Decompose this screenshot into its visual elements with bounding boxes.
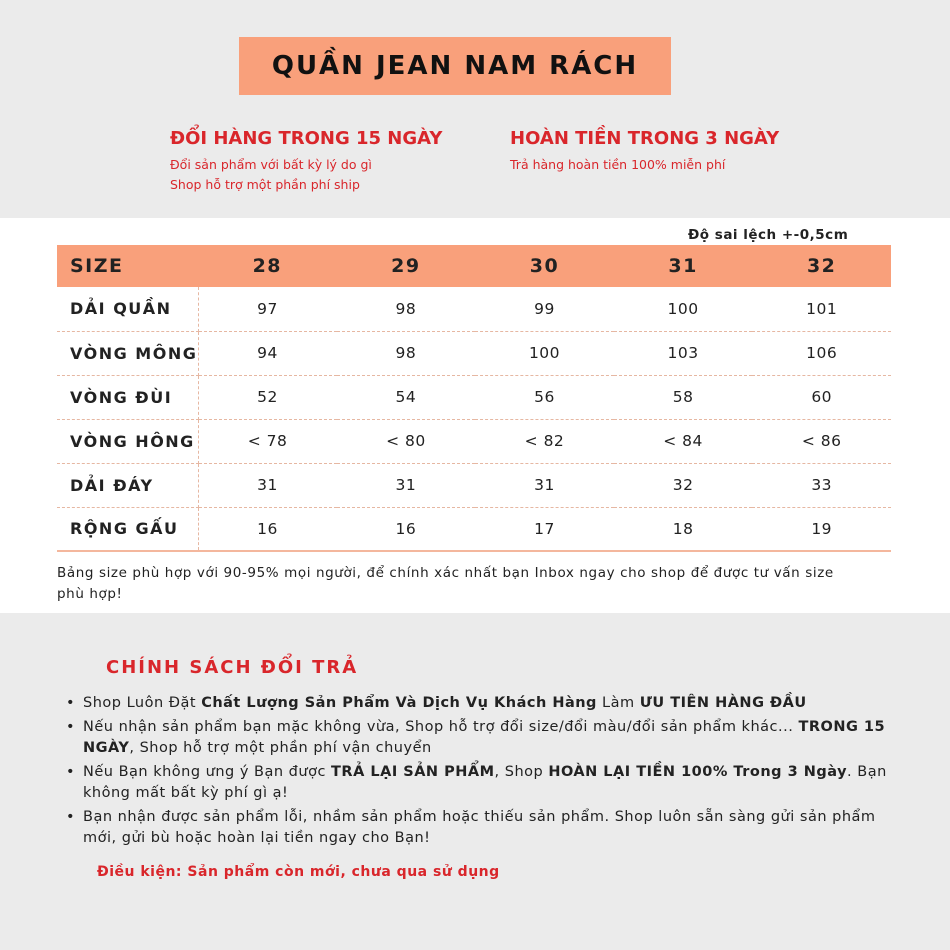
table-cell: 16 [198, 507, 337, 551]
table-cell: < 86 [752, 419, 891, 463]
table-cell: < 84 [614, 419, 753, 463]
table-cell: 106 [752, 331, 891, 375]
table-row [57, 463, 891, 507]
table-cell: 31 [475, 463, 614, 507]
size-table [57, 245, 891, 552]
policy-emphasis: HOÀN LẠI TIỀN 100% Trong 3 Ngày [548, 763, 848, 780]
list-item [62, 717, 912, 760]
table-cell: 94 [198, 331, 337, 375]
table-header-cell: 32 [752, 245, 891, 287]
list-item [62, 693, 912, 715]
table-cell: 31 [198, 463, 337, 507]
policy-emphasis: ƯU TIÊN HÀNG ĐẦU [639, 695, 807, 711]
header-section [0, 0, 950, 218]
exchange-promo-heading: ĐỔI HÀNG TRONG 15 NGÀY [170, 128, 443, 149]
table-cell: 54 [337, 375, 476, 419]
table-cell: 16 [337, 507, 476, 551]
bullet-icon: • [66, 808, 76, 825]
table-header-cell: 29 [337, 245, 476, 287]
row-label: RỘNG GẤU [57, 507, 198, 551]
table-row [57, 331, 891, 375]
table-cell: 98 [337, 287, 476, 331]
row-label: VÒNG HÔNG [57, 419, 198, 463]
exchange-promo [170, 128, 442, 192]
table-row [57, 419, 891, 463]
policy-text: Nếu nhận sản phẩm bạn mặc không vừa, Shop hỗ trợ đổi size/đổi màu/đổi sản phẩm khác... [83, 718, 799, 735]
policy-text: . Bạn không mất bất kỳ phí gì ạ! [83, 763, 887, 801]
table-cell: 100 [614, 287, 753, 331]
table-cell: 97 [198, 287, 337, 331]
table-cell: 31 [337, 463, 476, 507]
size-fit-note: Bảng size phù hợp với 90-95% mọi người, để chính xác nhất bạn Inbox ngay cho shop để được tư vấn size phù hợp! [57, 565, 834, 602]
table-header-cell: SIZE [57, 245, 198, 287]
policy-list [62, 693, 912, 852]
page-title: QUẦN JEAN NAM RÁCH [239, 37, 671, 95]
policy-title: CHÍNH SÁCH ĐỔI TRẢ [106, 657, 359, 678]
row-label: VÒNG MÔNG [57, 331, 198, 375]
table-header-cell: 30 [475, 245, 614, 287]
refund-promo-line-1: Trả hàng hoàn tiền 100% miễn phí [510, 157, 726, 172]
table-row [57, 507, 891, 551]
table-cell: 98 [337, 331, 476, 375]
table-cell: 17 [475, 507, 614, 551]
exchange-promo-line-2: Shop hỗ trợ một phần phí ship [170, 177, 360, 192]
policy-text: Làm [596, 695, 640, 711]
table-cell: 56 [475, 375, 614, 419]
table-cell: 99 [475, 287, 614, 331]
table-cell: 32 [614, 463, 753, 507]
condition-note: Điều kiện: Sản phẩm còn mới, chưa qua sử dụng [97, 864, 500, 880]
table-cell: 18 [614, 507, 753, 551]
refund-promo-heading: HOÀN TIỀN TRONG 3 NGÀY [510, 128, 780, 149]
bullet-icon: • [66, 718, 76, 735]
table-cell: 33 [752, 463, 891, 507]
policy-text: , Shop hỗ trợ một phần phí vận chuyển [129, 740, 432, 756]
table-cell: 60 [752, 375, 891, 419]
policy-text: Nếu Bạn không ưng ý Bạn được [83, 763, 332, 780]
table-cell: 19 [752, 507, 891, 551]
list-item [62, 807, 912, 850]
tolerance-note: Độ sai lệch +-0,5cm [688, 227, 849, 243]
table-cell: 52 [198, 375, 337, 419]
bullet-icon: • [66, 763, 76, 780]
policy-text: Bạn nhận được sản phẩm lỗi, nhầm sản phẩm hoặc thiếu sản phẩm. Shop luôn sẵn sàng gửi sản phẩm mới, gửi bù hoặc hoàn lại tiền ngay cho Bạn! [83, 808, 876, 846]
table-cell: 103 [614, 331, 753, 375]
policy-text: , Shop [494, 763, 549, 780]
table-cell: 58 [614, 375, 753, 419]
policy-emphasis: TRẢ LẠI SẢN PHẨM [331, 763, 495, 780]
refund-promo [510, 128, 779, 172]
policy-text: Shop Luôn Đặt [83, 695, 202, 711]
table-row [57, 375, 891, 419]
table-cell: < 82 [475, 419, 614, 463]
bullet-icon: • [66, 695, 76, 711]
table-cell: < 80 [337, 419, 476, 463]
table-cell: < 78 [198, 419, 337, 463]
table-header-cell: 28 [198, 245, 337, 287]
row-label: VÒNG ĐÙI [57, 375, 198, 419]
table-header-cell: 31 [614, 245, 753, 287]
policy-emphasis: Chất Lượng Sản Phẩm Và Dịch Vụ Khách Hàng [201, 695, 597, 711]
policy-emphasis: TRONG 15 NGÀY [83, 718, 886, 756]
table-header-row [57, 245, 891, 287]
exchange-promo-line-1: Đổi sản phẩm với bất kỳ lý do gì [170, 157, 372, 172]
row-label: DẢI QUẦN [57, 287, 198, 331]
list-item [62, 762, 912, 805]
row-label: DẢI ĐÁY [57, 463, 198, 507]
table-cell: 101 [752, 287, 891, 331]
table-cell: 100 [475, 331, 614, 375]
table-row [57, 287, 891, 331]
